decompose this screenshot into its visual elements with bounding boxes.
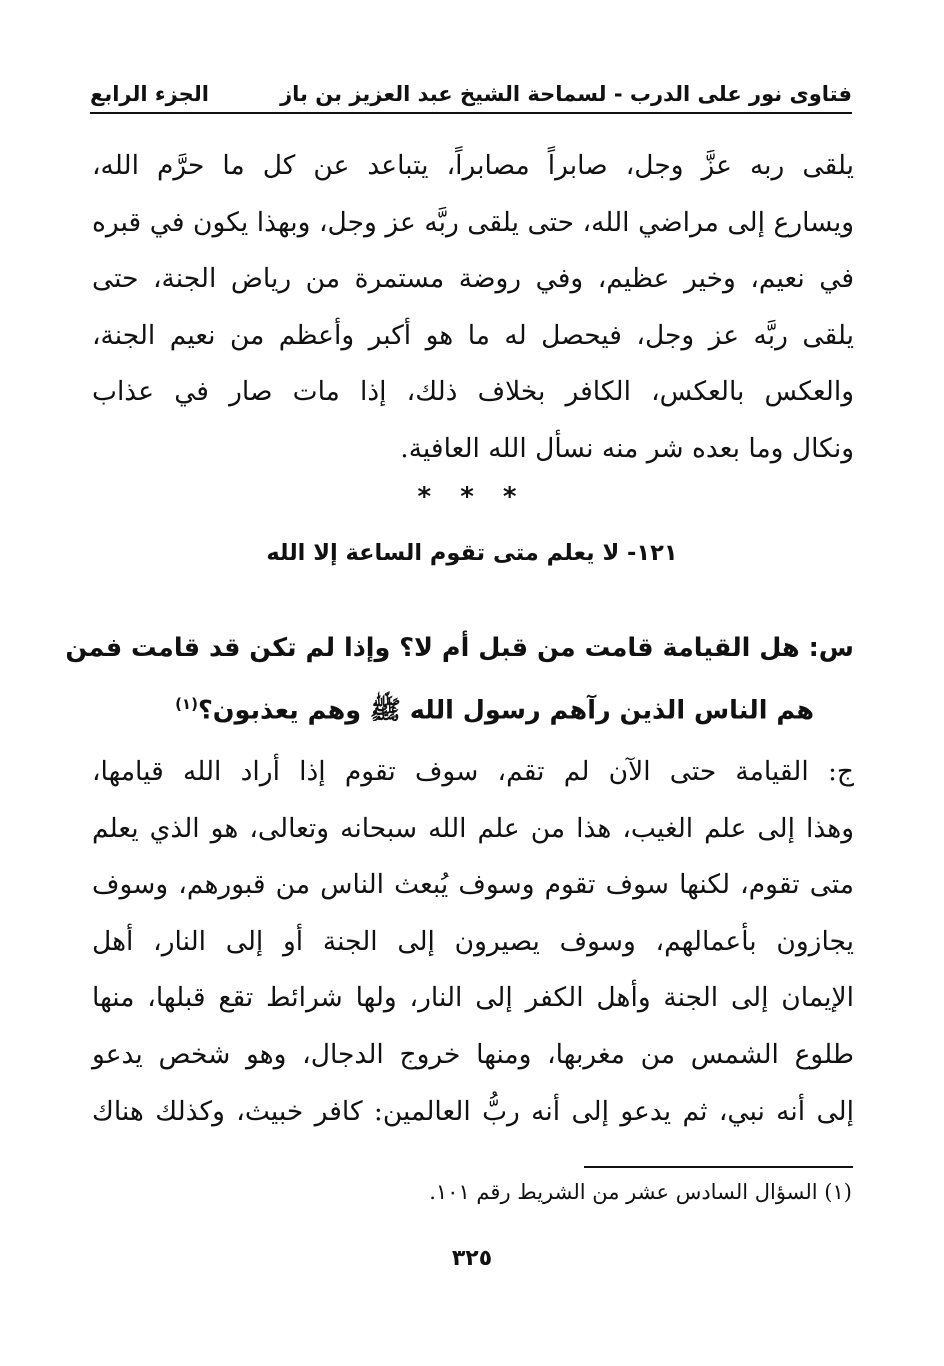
- footnote-reference[interactable]: (١): [175, 695, 198, 713]
- fatwa-title: ١٢١- لا يعلم متى تقوم الساعة إلا الله: [266, 540, 678, 566]
- question-line: س: هل القيامة قامت من قبل أم لا؟ وإذا لم تكن قد قامت فمن: [65, 633, 854, 663]
- footnote: (١) السؤال السادس عشر من الشريط رقم ١٠١.: [429, 1180, 852, 1204]
- question-text: هم الناس الذين رآهم رسول الله ﷺ وهم يعذبون؟: [197, 695, 814, 726]
- text-line: والعكس بالعكس، الكافر بخلاف ذلك، إذا مات صار في عذاب: [92, 376, 854, 408]
- text-line: طلوع الشمس من مغربها، ومنها خروج الدجال، وهو شخص يدعو: [92, 1038, 854, 1070]
- text-line: الإيمان إلى الجنة وأهل الكفر إلى النار، ولها شرائط تقع قبلها، منها: [92, 982, 854, 1014]
- volume-label: الجزء الرابع: [90, 82, 209, 106]
- footnote-divider: [584, 1166, 853, 1168]
- text-line: إلى أنه نبي، ثم يدعو إلى أنه ربُّ العالمين: كافر خبيث، وكذلك هناك: [92, 1095, 854, 1127]
- page-number: ٣٢٥: [451, 1246, 493, 1271]
- text-line: في نعيم، وخير عظيم، وفي روضة مستمرة من رياض الجنة، حتى: [92, 263, 854, 295]
- text-line: يلقى ربه عزَّ وجل، صابراً مصابراً، يتباعد عن كل ما حرَّم الله،: [92, 150, 854, 181]
- text-line: ويسارع إلى مراضي الله، حتى يلقى ربَّه عز وجل، وبهذا يكون في قبره: [92, 206, 854, 238]
- section-separator: * * *: [417, 482, 527, 512]
- question-line: [110, 676, 854, 739]
- running-title: فتاوى نور على الدرب - لسماحة الشيخ عبد العزيز بن باز: [280, 82, 852, 106]
- text-line: يجازون بأعمالهم، وسوف يصيرون إلى الجنة أو إلى النار، أهل: [92, 925, 854, 957]
- text-line: ونكال وما بعده شر منه نسأل الله العافية.: [400, 432, 854, 464]
- question-block: [65, 620, 854, 739]
- text-line: ج: القيامة حتى الآن لم تقم، سوف تقوم إذا أراد الله قيامها،: [92, 756, 854, 787]
- answer-paragraph: [92, 744, 854, 1140]
- text-line: وهذا إلى علم الغيب، هذا من علم الله سبحانه وتعالى، هو الذي يعلم: [92, 812, 854, 844]
- continuation-paragraph: [92, 138, 854, 478]
- text-line: يلقى ربَّه عز وجل، فيحصل له ما هو أكبر وأعظم من نعيم الجنة،: [92, 319, 854, 351]
- running-header: [90, 76, 852, 114]
- text-line: متى تقوم، لكنها سوف تقوم وسوف يُبعث الناس من قبورهم، وسوف: [92, 869, 854, 901]
